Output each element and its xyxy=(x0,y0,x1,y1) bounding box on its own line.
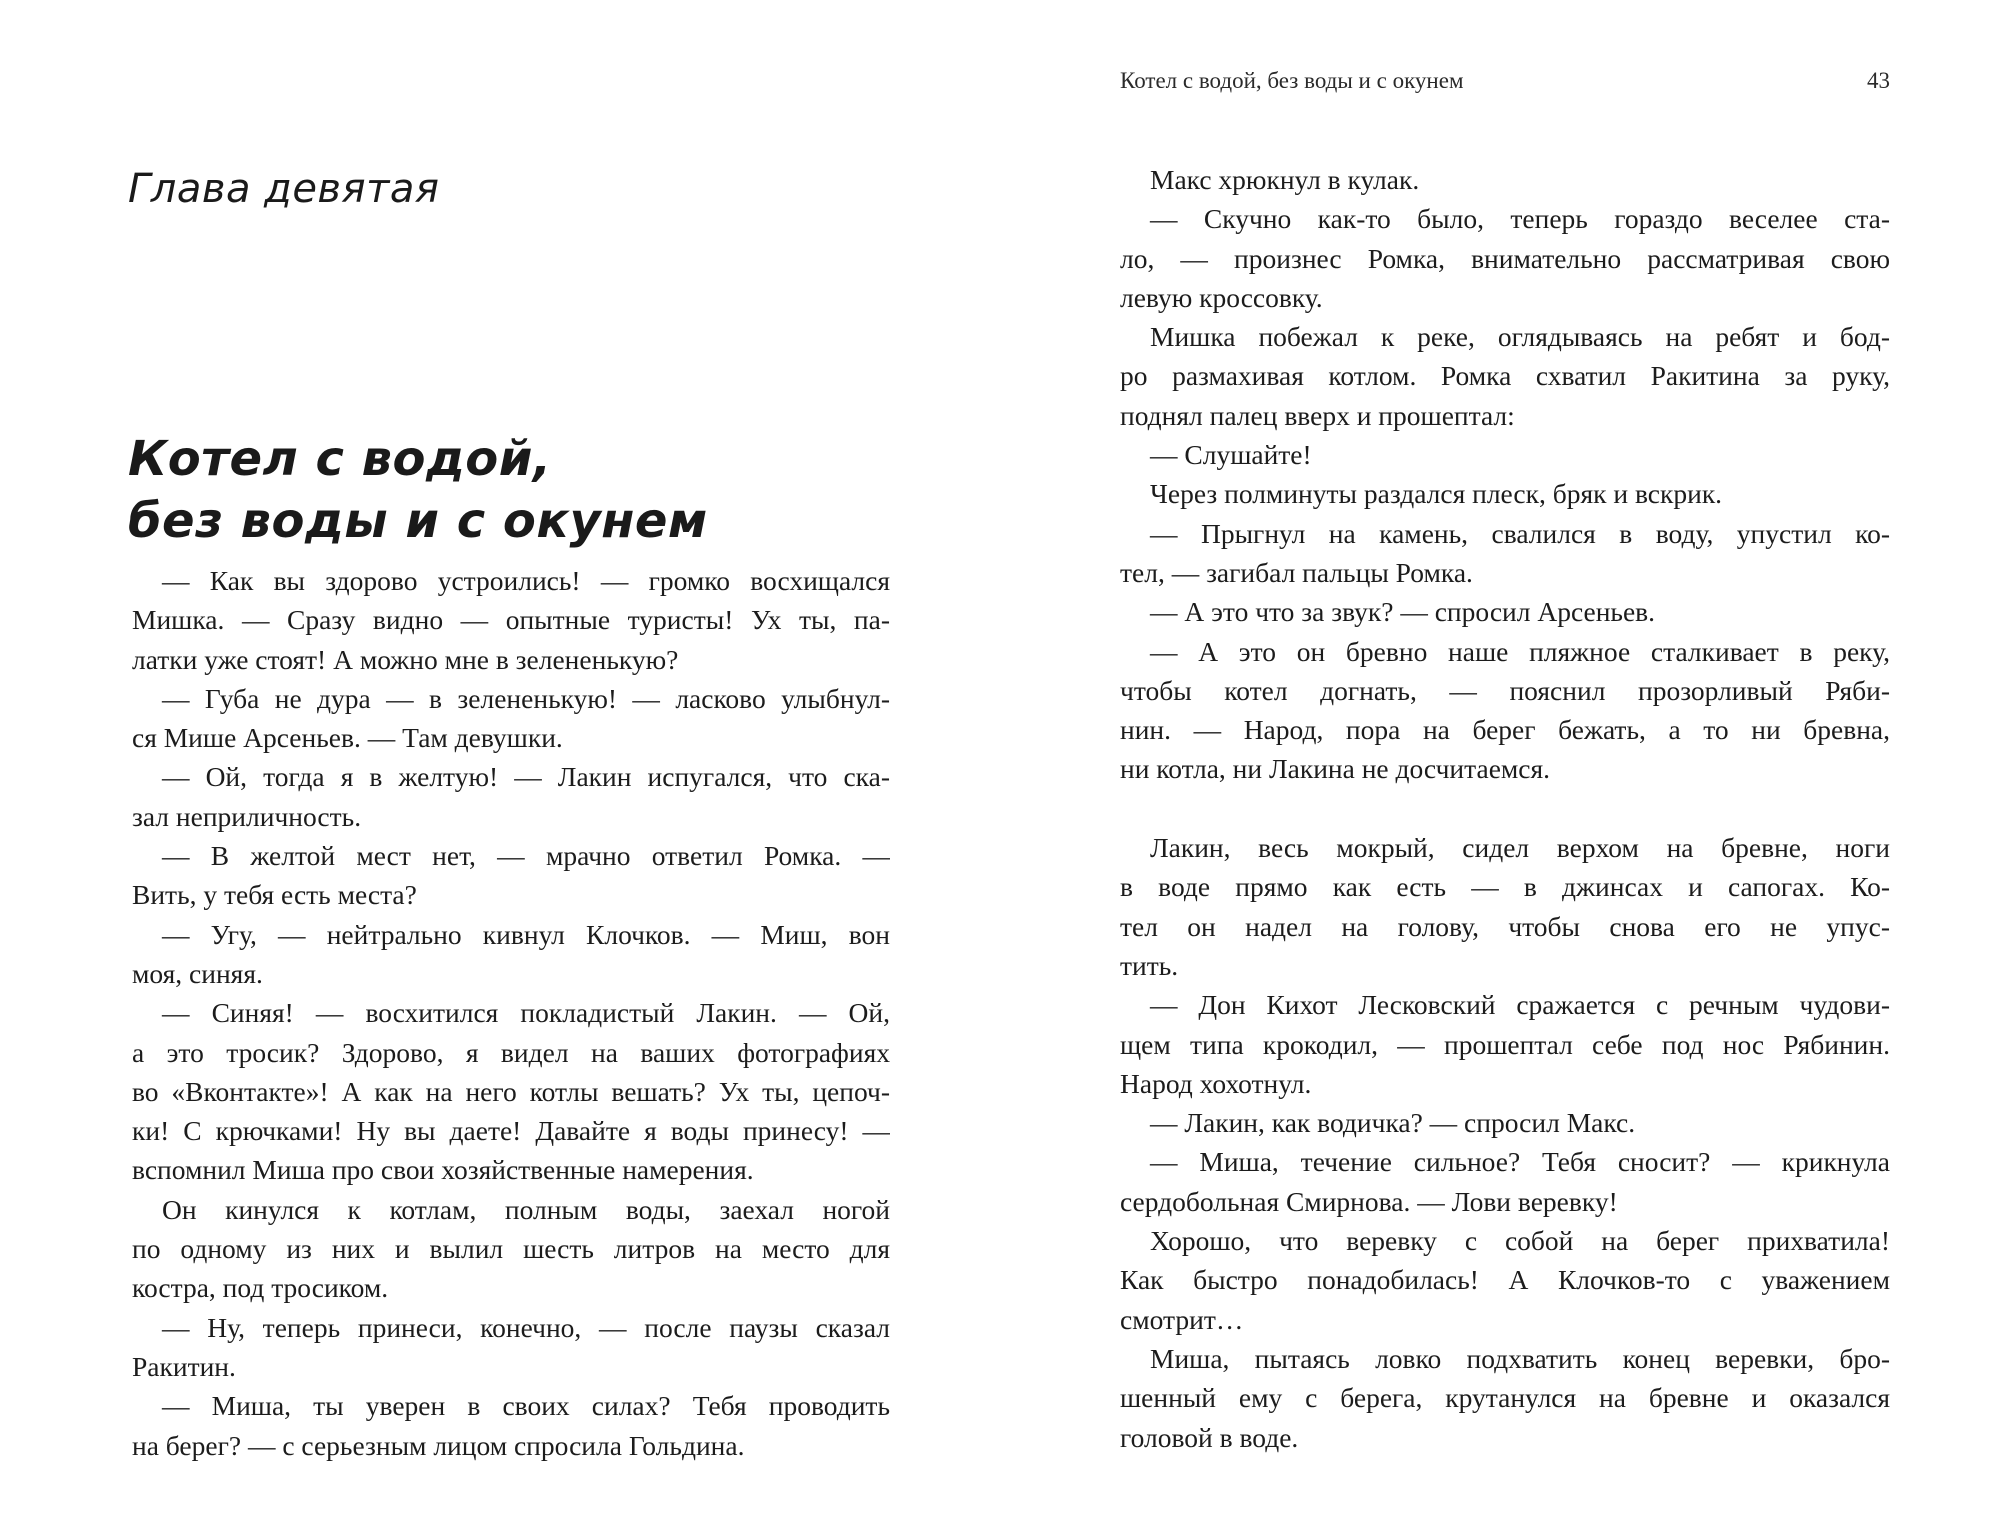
text-line: Миша, пытаясь ловко подхватить конец веревки, бро- xyxy=(1150,1342,1890,1374)
text-line: щем типа крокодил, — прошептал себе под нос Рябинин. xyxy=(1120,1028,1890,1060)
text-line: моя, синяя. xyxy=(132,957,263,989)
text-line: — Скучно как-то было, теперь гораздо веселее ста- xyxy=(1150,203,1890,235)
section-break xyxy=(1120,789,1890,828)
text-line: Хорошо, что веревку с собой на берег прихватила! xyxy=(1150,1225,1890,1257)
text-line: Через полминуты раздался плеск, бряк и вскрик. xyxy=(1150,478,1723,510)
text-line: смотрит… xyxy=(1120,1303,1244,1335)
text-line: ло, — произнес Ромка, внимательно рассматривая свою xyxy=(1120,242,1890,274)
text-line: тел, — загибал пальцы Ромка. xyxy=(1120,556,1473,588)
chapter-title-line-2: без воды и с окунем xyxy=(128,493,708,549)
text-line: тить. xyxy=(1120,949,1179,981)
text-line: ни котла, ни Лакина не досчитаемся. xyxy=(1120,753,1551,785)
right-page-body xyxy=(1120,160,1890,1457)
chapter-label: Глава девятая xyxy=(128,166,440,212)
text-line: Лакин, весь мокрый, сидел верхом на бревне, ноги xyxy=(1150,832,1890,864)
text-line: Мишка. — Сразу видно — опытные туристы! Ух ты, па- xyxy=(132,604,890,636)
text-line: — Губа не дура — в зелененькую! — ласково улыбнул- xyxy=(162,682,890,714)
text-line: — Миша, ты уверен в своих силах? Тебя проводить xyxy=(162,1390,890,1422)
text-line: левую кроссовку. xyxy=(1120,281,1323,313)
left-page-body xyxy=(132,561,890,1465)
text-line: поднял палец вверх и прошептал: xyxy=(1120,399,1515,431)
text-line: Как быстро понадобилась! А Клочков-то с уважением xyxy=(1120,1264,1890,1296)
right-page xyxy=(1000,0,2000,1513)
text-line: — Как вы здорово устроились! — громко восхищался xyxy=(162,565,890,596)
text-line: нин. — Народ, пора на берег бежать, а то ни бревна, xyxy=(1120,714,1890,746)
text-line: чтобы котел догнать, — пояснил прозорливый Ряби- xyxy=(1120,674,1890,706)
text-line: — Прыгнул на камень, свалился в воду, упустил ко- xyxy=(1150,517,1890,549)
text-line: вспомнил Миша про свои хозяйственные намерения. xyxy=(132,1154,754,1186)
text-line: Вить, у тебя есть места? xyxy=(132,879,417,911)
text-line: Народ хохотнул. xyxy=(1120,1067,1312,1099)
chapter-title xyxy=(128,428,708,552)
text-line: Он кинулся к котлам, полным воды, заехал ногой xyxy=(162,1193,890,1225)
text-line: на берег? — с серьезным лицом спросила Гольдина. xyxy=(132,1429,745,1461)
text-line: — А это что за звук? — спросил Арсеньев. xyxy=(1150,596,1656,628)
text-line: костра, под тросиком. xyxy=(132,1272,389,1304)
text-line: — Синяя! — восхитился покладистый Лакин. — Ой, xyxy=(162,997,890,1029)
text-line: зал неприличность. xyxy=(132,800,362,832)
text-line: — Миша, течение сильное? Тебя сносит? — крикнула xyxy=(1150,1146,1890,1178)
text-line: сердобольная Смирнова. — Лови веревку! xyxy=(1120,1185,1618,1217)
text-line: латки уже стоят! А можно мне в зелененькую? xyxy=(132,643,679,675)
text-line: а это тросик? Здорово, я видел на ваших фотографиях xyxy=(132,1036,890,1068)
text-line: — В желтой мест нет, — мрачно ответил Ромка. — xyxy=(162,840,890,872)
text-line: Ракитин. xyxy=(132,1350,236,1382)
running-title: Котел с водой, без воды и с окунем xyxy=(1120,68,1464,93)
text-line: — А это он бревно наше пляжное сталкивает в реку, xyxy=(1150,635,1890,667)
text-line: ки! С крючками! Ну вы даете! Давайте я воды принесу! — xyxy=(132,1115,890,1147)
text-line: — Ну, теперь принеси, конечно, — после паузы сказал xyxy=(162,1311,890,1343)
text-line: — Ой, тогда я в желтую! — Лакин испугался, что ска- xyxy=(162,761,890,793)
text-line: Мишка побежал к реке, оглядываясь на ребят и бод- xyxy=(1150,321,1890,353)
page-number: 43 xyxy=(1867,68,1890,93)
text-line: тел он надел на голову, чтобы снова его не упус- xyxy=(1120,910,1890,942)
text-line: ся Мише Арсеньев. — Там девушки. xyxy=(132,722,563,754)
chapter-title-line-1: Котел с водой, xyxy=(128,431,552,487)
text-line: головой в воде. xyxy=(1120,1421,1299,1453)
text-line: в воде прямо как есть — в джинсах и сапогах. Ко- xyxy=(1120,871,1890,903)
text-line: ро размахивая котлом. Ромка схватил Ракитина за руку, xyxy=(1120,360,1890,392)
text-line: — Лакин, как водичка? — спросил Макс. xyxy=(1150,1107,1636,1139)
text-line: шенный ему с берега, крутанулся на бревне и оказался xyxy=(1120,1382,1890,1414)
text-line: — Дон Кихот Лесковский сражается с речным чудови- xyxy=(1150,989,1890,1021)
text-line: — Угу, — нейтрально кивнул Клочков. — Миш, вон xyxy=(162,918,890,950)
text-line: во «Вконтакте»! А как на него котлы вешать? Ух ты, цепоч- xyxy=(132,1075,890,1107)
text-line: Макс хрюкнул в кулак. xyxy=(1150,164,1420,195)
text-line: по одному из них и вылил шесть литров на место для xyxy=(132,1233,890,1265)
text-line: — Слушайте! xyxy=(1150,439,1312,471)
